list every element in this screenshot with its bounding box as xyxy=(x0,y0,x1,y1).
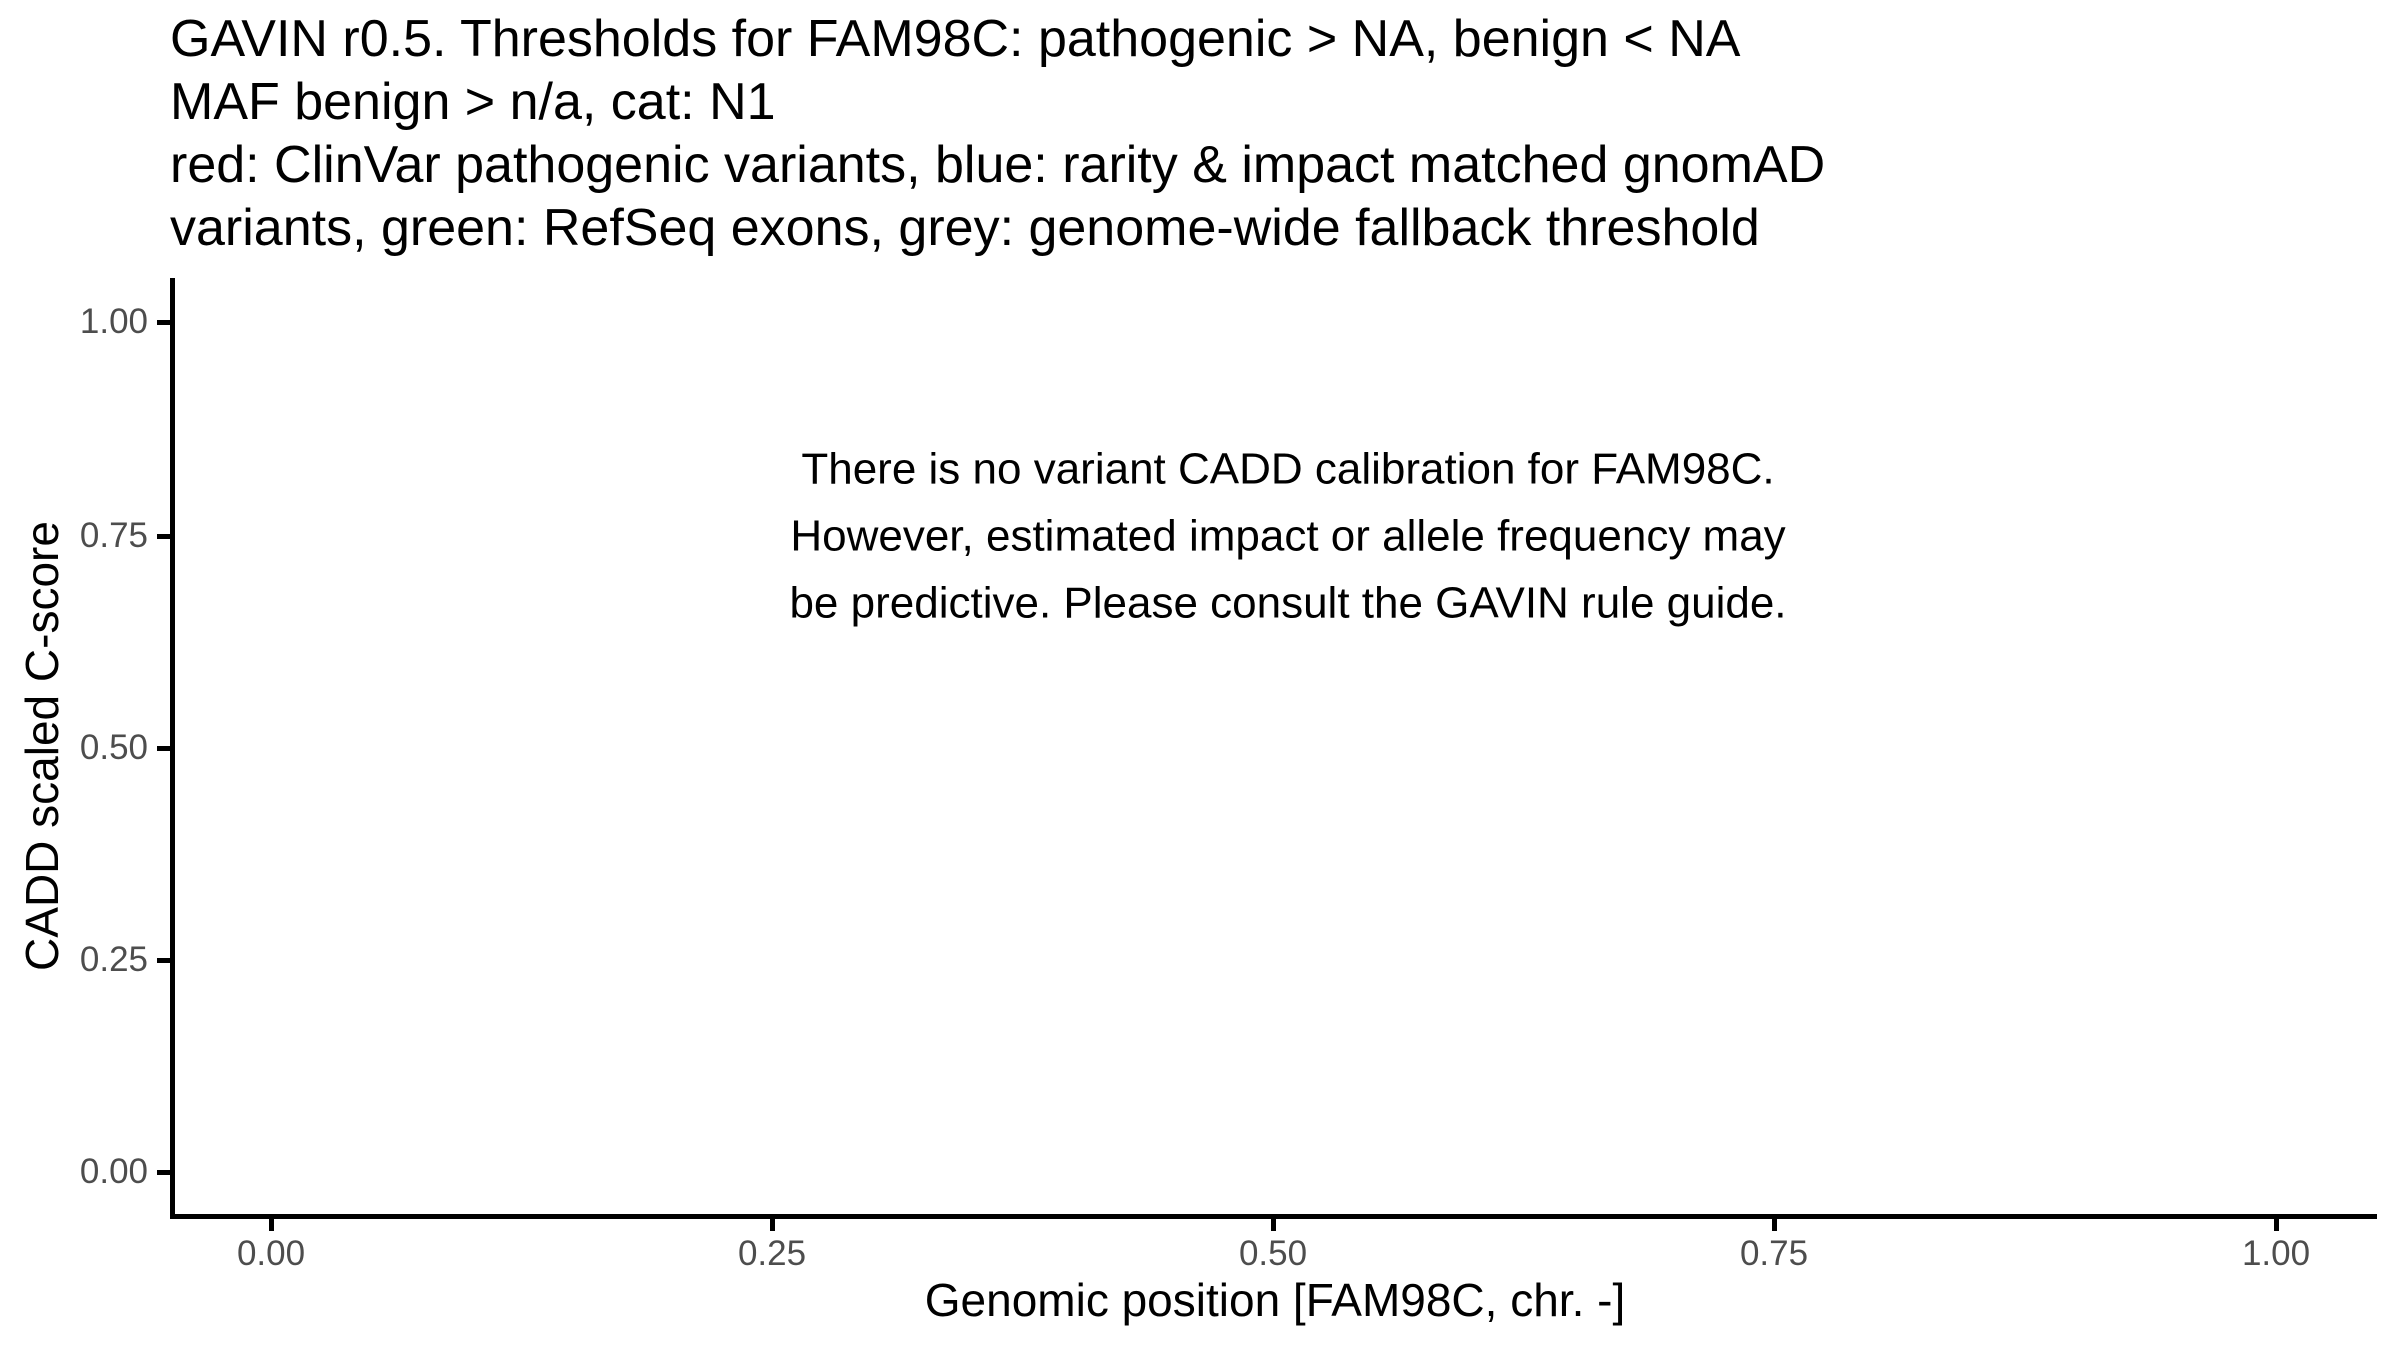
annotation-line-3: be predictive. Please consult the GAVIN rule guide. xyxy=(789,578,1787,628)
x-tick-label: 1.00 xyxy=(2241,1234,2311,1273)
y-tick-label: 0.75 xyxy=(79,516,148,555)
y-tick-label: 0.50 xyxy=(79,728,148,767)
x-axis-title: Genomic position [FAM98C, chr. -] xyxy=(924,1274,1626,1326)
plot-title-line-2: MAF benign > n/a, cat: N1 xyxy=(170,73,776,131)
y-tick-mark xyxy=(157,958,170,963)
y-tick-label: 0.25 xyxy=(79,940,148,979)
plot-title-line-1: GAVIN r0.5. Thresholds for FAM98C: pathogenic > NA, benign < NA xyxy=(170,10,1741,68)
annotation-line-1: There is no variant CADD calibration for FAM98C. xyxy=(801,444,1775,494)
x-tick-label: 0.50 xyxy=(1238,1234,1308,1273)
y-axis-title: CADD scaled C-score xyxy=(16,521,68,971)
x-tick-label: 0.25 xyxy=(737,1234,807,1273)
x-tick-mark xyxy=(770,1219,775,1231)
y-tick-label: 1.00 xyxy=(79,302,148,341)
plot-title-line-3: red: ClinVar pathogenic variants, blue: rarity & impact matched gnomAD xyxy=(170,136,1826,194)
x-tick-label: 0.00 xyxy=(236,1234,306,1273)
x-tick-label: 0.75 xyxy=(1739,1234,1809,1273)
y-tick-mark xyxy=(157,534,170,539)
plot-title xyxy=(170,8,1825,260)
y-tick-mark xyxy=(157,746,170,751)
y-tick-mark xyxy=(157,320,170,325)
y-tick-label: 0.00 xyxy=(79,1152,148,1191)
plot-title-line-4: variants, green: RefSeq exons, grey: genome-wide fallback threshold xyxy=(170,199,1760,257)
x-tick-mark xyxy=(2274,1219,2279,1231)
y-tick-mark xyxy=(157,1170,170,1175)
plot-panel xyxy=(170,278,2377,1219)
x-tick-mark xyxy=(1271,1219,1276,1231)
x-tick-mark xyxy=(1772,1219,1777,1231)
no-calibration-annotation xyxy=(789,436,1786,637)
x-tick-mark xyxy=(269,1219,274,1231)
annotation-line-2: However, estimated impact or allele frequency may xyxy=(790,511,1786,561)
